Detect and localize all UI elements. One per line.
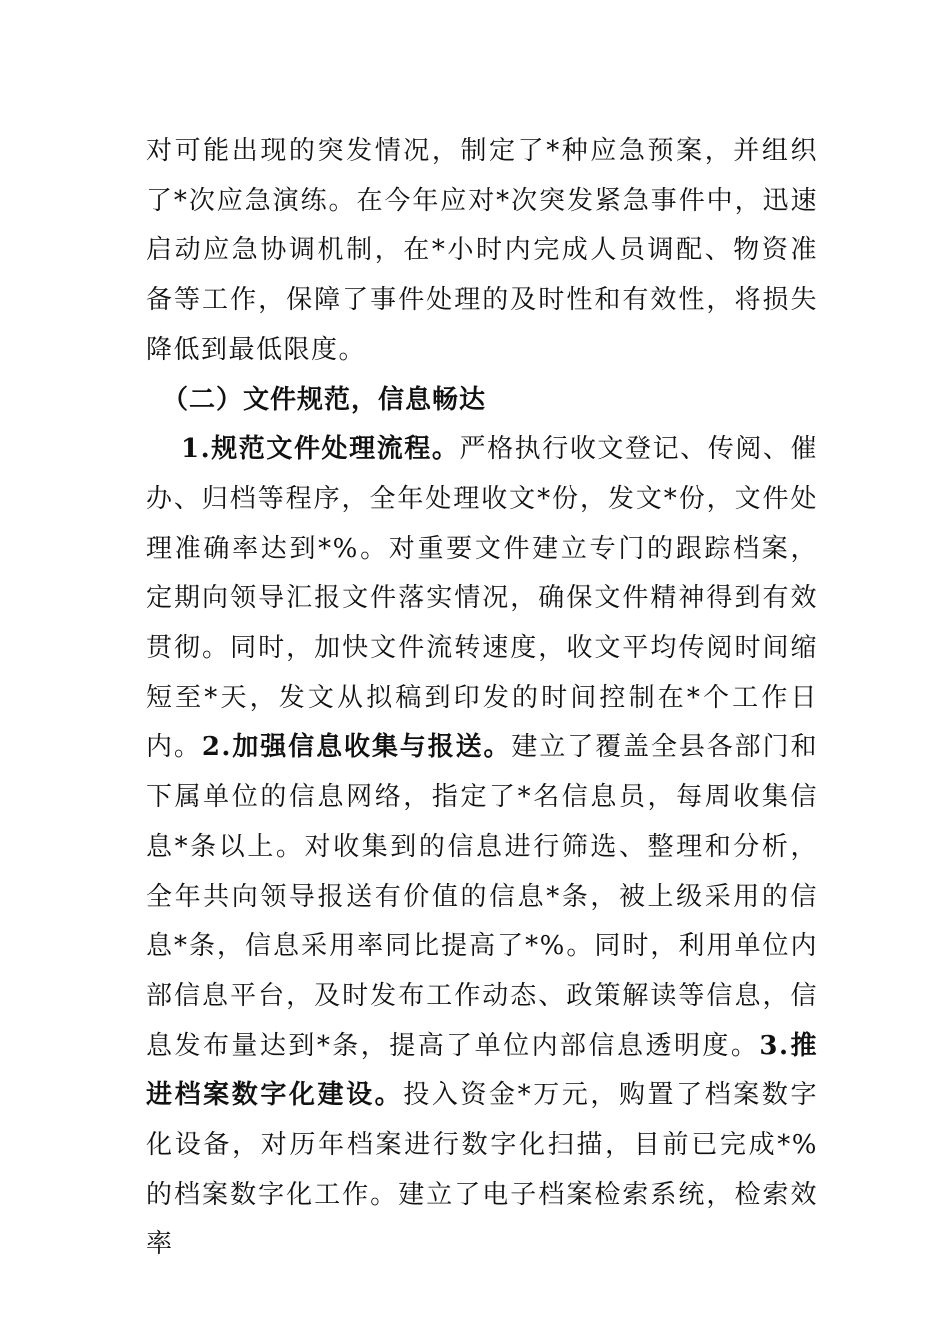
item2-title: 2.加强信息收集与报送。: [201, 732, 512, 763]
section-heading: （二）文件规范，信息畅达: [162, 384, 487, 415]
paragraph-emergency-response: 对可能出现的突发情况，制定了*种应急预案，并组织了*次应急演练。在今年应对*次突发紧急事件中，迅速启动应急协调机制，在*小时内完成人员调配、物资准备等工作，保障了事件处理的及时性和有效性，将损失降低到最低限度。: [146, 136, 818, 365]
paragraph-documents-information: [146, 425, 818, 1270]
item1-text: 严格执行收文登记、传阅、催办、归档等程序，全年处理收文*份，发文*份，文件处理准确率达到*%。对重要文件建立专门的跟踪档案，定期向领导汇报文件落实情况，确保文件精神得到有效贯彻。同时，加快文件流转速度，收文平均传阅时间缩短至*天，发文从拟稿到印发的时间控制在*个工作日内。: [146, 434, 818, 763]
item3-text: 投入资金*万元，购置了档案数字化设备，对历年档案进行数字化扫描，目前已完成*%的档案数字化工作。建立了电子档案检索系统，检索效率: [146, 1080, 818, 1260]
document-body: [146, 127, 818, 1270]
item1-title: 1.规范文件处理流程。: [181, 434, 460, 465]
item3-title: 3.推进档案数字化建设。: [146, 1030, 818, 1111]
item2-text: 建立了覆盖全县各部门和下属单位的信息网络，指定了*名信息员，每周收集信息*条以上。对收集到的信息进行筛选、整理和分析，全年共向领导报送有价值的信息*条，被上级采用的信息*条，信息采用率同比提高了*%。同时，利用单位内部信息平台，及时发布工作动态、政策解读等信息，信息发布量达到*条，提高了单位内部信息透明度。: [146, 732, 818, 1061]
